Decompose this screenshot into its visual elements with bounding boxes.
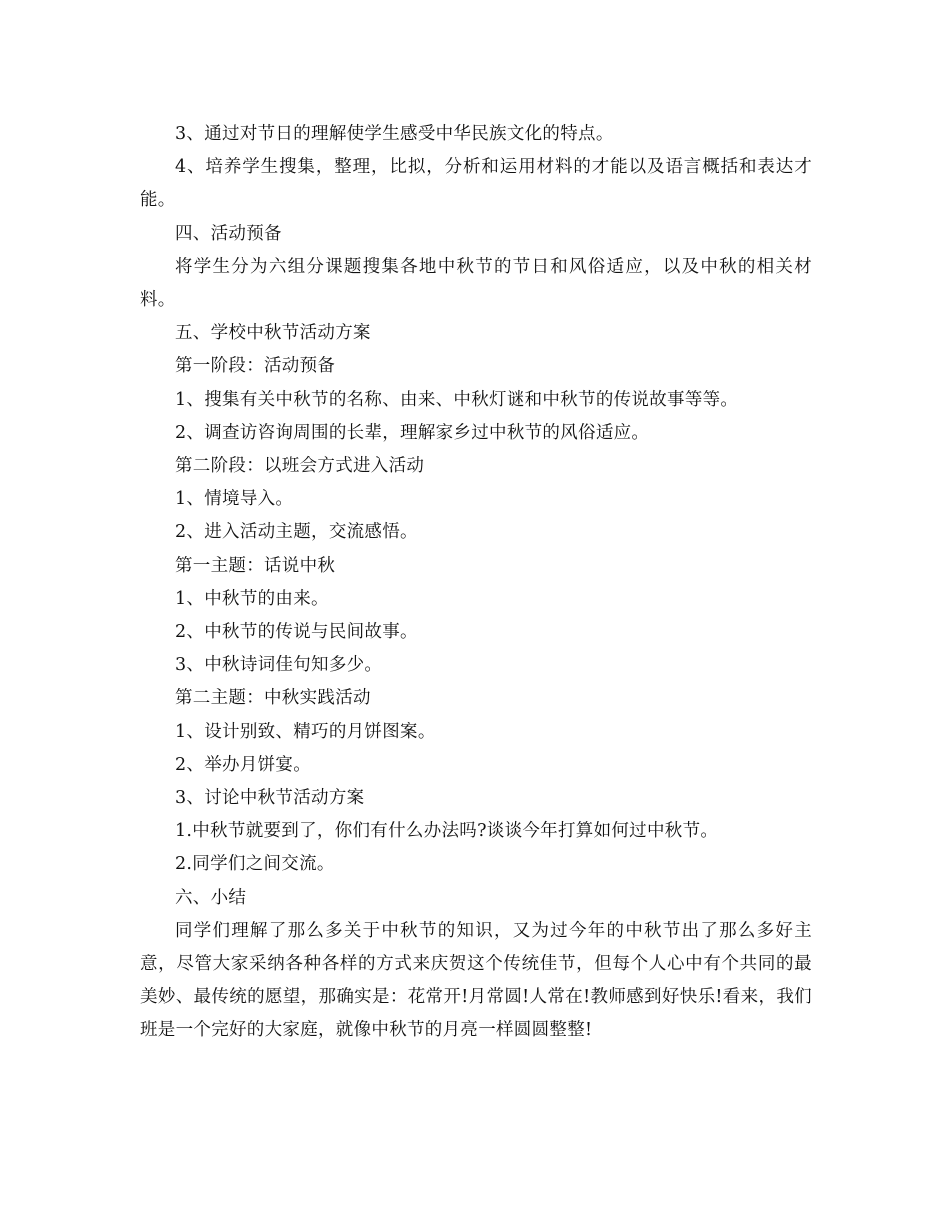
list-item: 3、中秋诗词佳句知多少。 — [175, 655, 383, 676]
list-item: 1、情境导入。 — [175, 489, 294, 510]
list-item: 2、进入活动主题，交流感悟。 — [175, 522, 418, 543]
list-item: 2、调查访咨询周围的长辈，理解家乡过中秋节的风俗适应。 — [175, 422, 650, 443]
section-heading-summary: 六、小结 — [175, 887, 247, 908]
list-item: 1、搜集有关中秋节的名称、由来、中秋灯谜和中秋节的传说故事等等。 — [175, 389, 739, 410]
theme-heading-2: 第二主题：中秋实践活动 — [175, 688, 371, 709]
list-item: 2、举办月饼宴。 — [175, 754, 312, 775]
list-item: 1.中秋节就要到了，你们有什么办法吗?谈谈今年打算如何过中秋节。 — [175, 821, 719, 842]
list-item: 1、中秋节的由来。 — [175, 588, 329, 609]
paragraph-preparation: 将学生分为六组分课题搜集各地中秋节的节日和风俗适应，以及中秋的相关材料。 — [140, 256, 812, 311]
paragraph-summary: 同学们理解了那么多关于中秋节的知识，又为过今年的中秋节出了那么多好主意，尽管大家采纳各种各样的方式来庆贺这个传统佳节，但每个人心中有个共同的最美妙、最传统的愿望，那确实是：花常开!月常圆!人常在!教师感到好快乐!看来，我们班是一个完好的大家庭，就像中秋节的月亮一样圆圆整整! — [140, 920, 812, 1041]
paragraph-objective-4: 4、培养学生搜集，整理，比拟，分析和运用材料的才能以及语言概括和表达才能。 — [140, 157, 812, 211]
list-item: 3、讨论中秋节活动方案 — [175, 788, 365, 809]
section-heading-plan: 五、学校中秋节活动方案 — [175, 323, 371, 344]
list-item: 2.同学们之间交流。 — [175, 854, 335, 875]
paragraph-objective-3: 3、通过对节日的理解使学生感受中华民族文化的特点。 — [175, 124, 614, 144]
theme-heading-1: 第一主题：话说中秋 — [175, 555, 336, 576]
list-item: 2、中秋节的传说与民间故事。 — [175, 622, 418, 643]
document-body — [140, 118, 812, 1048]
list-item: 1、设计别致、精巧的月饼图案。 — [175, 721, 436, 742]
stage-heading-1: 第一阶段：活动预备 — [175, 356, 336, 377]
section-heading-preparation: 四、活动预备 — [175, 223, 282, 244]
stage-heading-2: 第二阶段：以班会方式进入活动 — [175, 456, 425, 477]
